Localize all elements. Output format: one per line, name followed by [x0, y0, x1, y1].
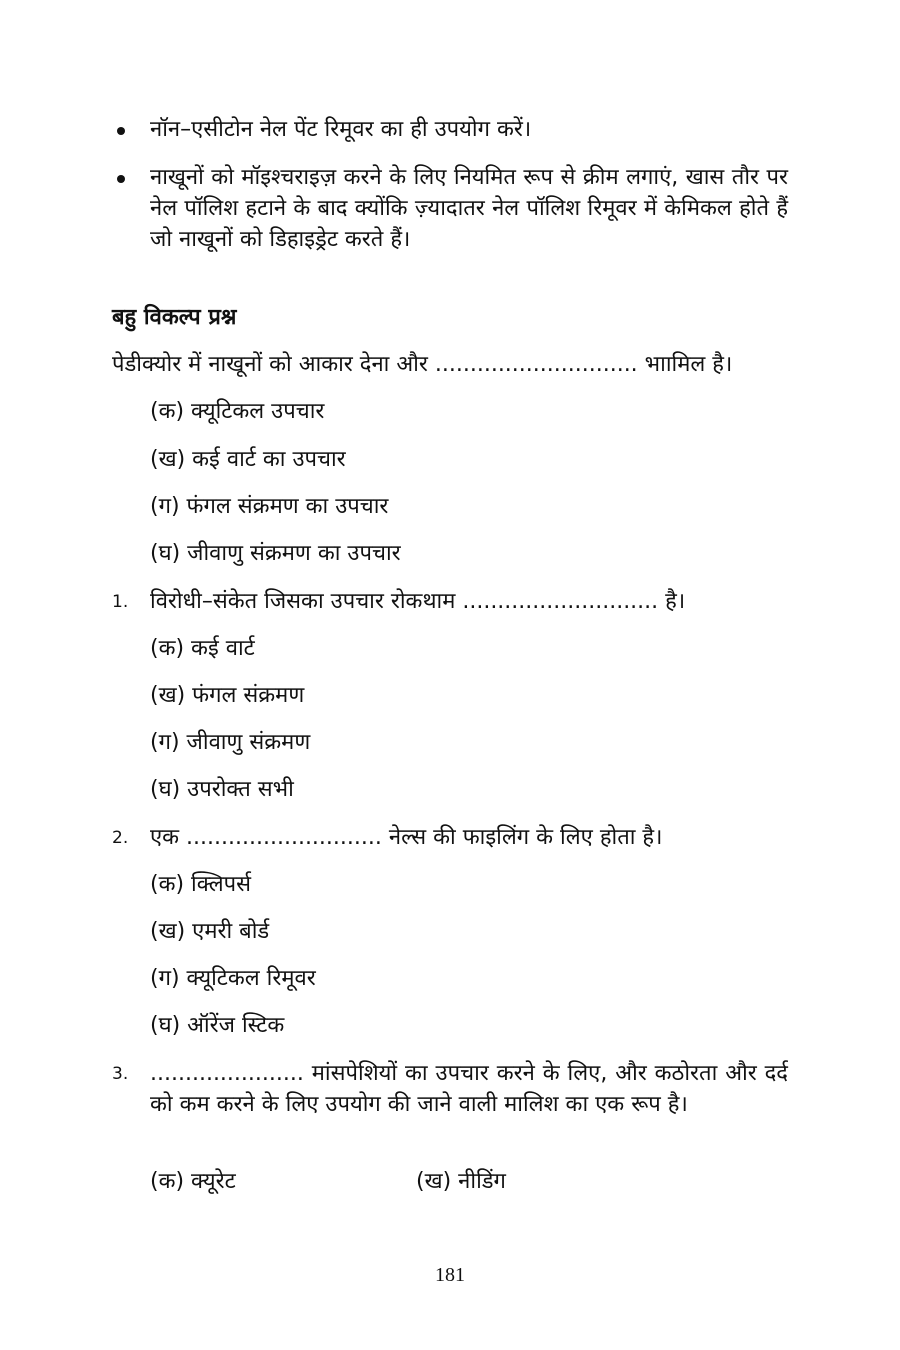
- option-item: (क) कई वार्ट: [150, 636, 255, 661]
- option-item: (ख) नीडिंग: [416, 1169, 506, 1194]
- question-number: 1.: [112, 592, 129, 612]
- bullet-dot: [117, 127, 125, 135]
- question-text: विरोधी–संकेत जिसका उपचार रोकथाम ............................ है।: [150, 589, 686, 614]
- bullet-text-1: नॉन–एसीटोन नेल पेंट रिमूवर का ही उपयोग करें।: [150, 117, 532, 142]
- option-item: (क) क्यूरेट: [150, 1169, 236, 1194]
- page-number: 181: [435, 1264, 465, 1286]
- option-item: (ग) क्यूटिकल रिमूवर: [150, 966, 316, 991]
- question-text: एक ............................ नेल्स की फाइलिंग के लिए होता है।: [150, 825, 663, 850]
- option-item: (क) क्यूटिकल उपचार: [150, 399, 325, 424]
- option-item: (क) क्लिपर्स: [150, 872, 252, 897]
- option-item: (ग) फंगल संक्रमण का उपचार: [150, 494, 389, 519]
- option-item: (घ) ऑरेंज स्टिक: [150, 1013, 285, 1038]
- bullet-text-2: नाखूनों को मॉइश्चराइज़ करने के लिए नियमित रूप से क्रीम लगाएं, खास तौर पर नेल पॉलिश हटाने के बाद क्योंकि ज़्यादातर नेल पॉलिश रिमूवर में केमिकल होते हैं जो नाखूनों को डिहाइड्रेट करते हैं।: [150, 165, 788, 252]
- option-item: (घ) उपरोक्त सभी: [150, 777, 294, 802]
- question-text: पेडीक्योर में नाखूनों को आकार देना और ............................. भाामिल है।: [112, 352, 733, 377]
- option-item: (ग) जीवाणु संक्रमण: [150, 730, 311, 755]
- option-item: (ख) कई वार्ट का उपचार: [150, 447, 346, 472]
- option-item: (ख) एमरी बोर्ड: [150, 919, 270, 944]
- bullet-dot: [117, 175, 125, 183]
- question-number: 3.: [112, 1064, 129, 1084]
- question-number: 2.: [112, 828, 129, 848]
- option-item: (ख) फंगल संक्रमण: [150, 683, 305, 708]
- question-text: ...................... मांसपेशियों का उपचार करने के लिए, और कठोरता और दर्द को कम करने के लिए उपयोग की जाने वाली मालिश का एक रूप है।: [150, 1061, 788, 1117]
- option-item: (घ) जीवाणु संक्रमण का उपचार: [150, 541, 401, 566]
- section-heading: बहु विकल्प प्रश्न: [112, 305, 237, 330]
